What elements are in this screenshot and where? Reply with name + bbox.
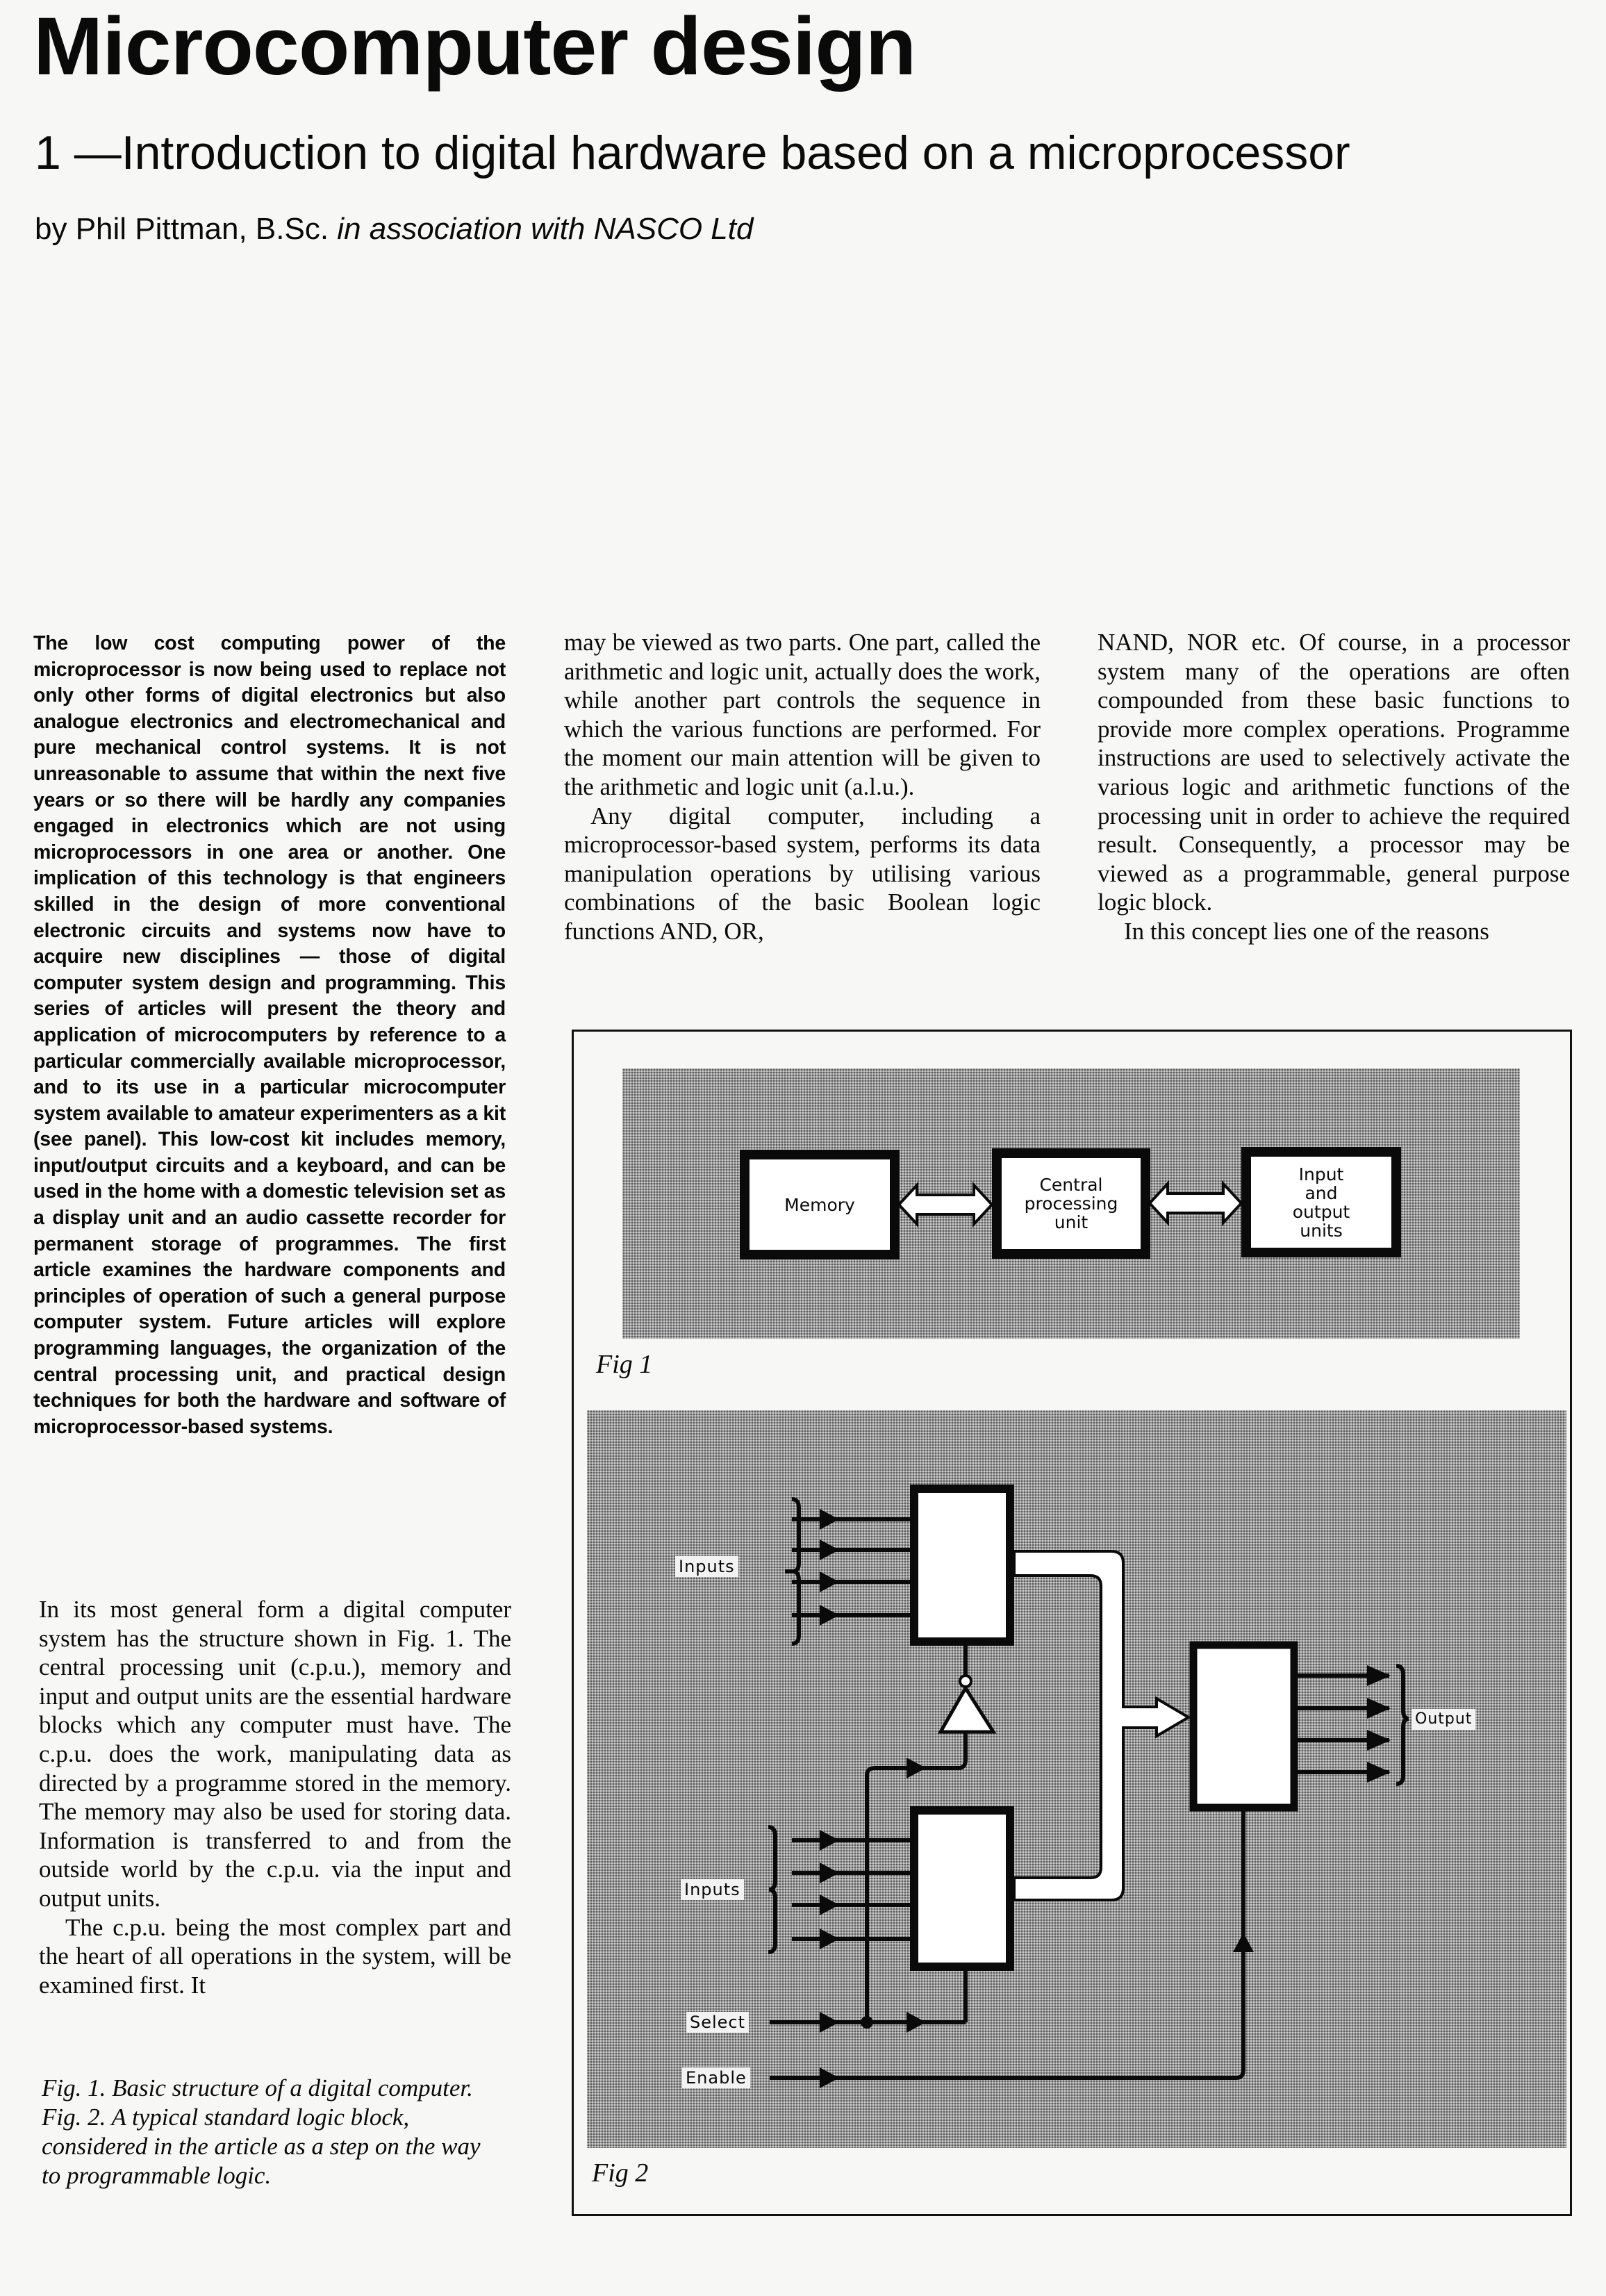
fig2-diagram (587, 1410, 1566, 2148)
article-subtitle: 1 —Introduction to digital hardware based on a microprocessor (35, 126, 1350, 179)
fig1-label: Fig 1 (596, 1350, 653, 1379)
byline (35, 210, 753, 249)
byline-author: by Phil Pittman, B.Sc. (35, 212, 329, 246)
paragraph: In its most general form a digital computer system has the structure shown in Fig. 1. The central processing unit (c.p.u.), memory and input and output units are the essential hardware blocks which any computer must have. The c.p.u. does the work, manipulating data as directed by a programme stored in the memory. The memory may also be used for storing data. Information is transferred to and from the outside world by the c.p.u. via the input and output units. (39, 1596, 511, 1912)
fig2-caption: Fig. 2. A typical standard logic block, considered in the article as a step on the way to programmable logic. (42, 2104, 481, 2189)
enable-label: Enable (682, 2067, 750, 2088)
fig2-label: Fig 2 (592, 2158, 649, 2188)
body-column-left (39, 1595, 511, 1999)
inputs-top-label: Inputs (675, 1556, 738, 1577)
paragraph: may be viewed as two parts. One part, called the arithmetic and logic unit, actually does the work, while another part controls the sequence in which the various functions are performed. For the moment our main attention will be given to the arithmetic and logic unit (a.l.u.). (564, 629, 1041, 800)
paragraph: NAND, NOR etc. Of course, in a processor system many of the operations are often compounded from these basic functions to provide more complex operations. Programme instructions are used to selectively activate the various logic and arithmetic functions of the processing unit in order to achieve the required result. Consequently, a processor may be viewed as a programmable, general purpose logic block. (1098, 629, 1570, 916)
memory-label: Memory (784, 1194, 855, 1215)
byline-association: in association with NASCO Ltd (337, 212, 754, 246)
body-column-middle (564, 628, 1041, 946)
select-label: Select (686, 2012, 749, 2033)
fig1-caption: Fig. 1. Basic structure of a digital computer. (42, 2074, 473, 2101)
paragraph: In this concept lies one of the reasons (1124, 917, 1489, 945)
article-title: Microcomputer design (33, 1, 916, 92)
intro-standfirst: The low cost computing power of the microprocessor is now being used to replace not only other forms of digital electronics but also analogue electronics and electromechanical and pure mechanical control systems. It is not unreasonable to assume that within the next five years or so there will be hardly any companies engaged in electronics which are not using microprocessors in one area or another. One implication of this technology is that engineers skilled in the design of more conventional electronic circuits and systems now have to acquire new disciplines — those of digital computer system design and programming. This series of articles will present the theory and application of microcomputers by reference to a particular commercially available microprocessor, and to its use in a particular microcomputer system available to amateur experimenters as a kit (see panel). This low-cost kit includes memory, input/output circuits and a keyboard, and can be used in the home with a domestic television set as a display unit and an audio cassette recorder for permanent storage of programmes. The first article examines the hardware components and principles of operation of such a general purpose computer system. Future articles will explore programming languages, the organization of the central processing unit, and practical design techniques for both the hardware and software of microprocessor-based systems. (33, 632, 506, 1438)
io-label: Input and output units (1292, 1164, 1350, 1241)
body-column-right (1098, 628, 1570, 946)
cpu-block (992, 1148, 1150, 1259)
output-label: Output (1412, 1709, 1475, 1730)
paragraph: The c.p.u. being the most complex part and the heart of all operations in the system, will be examined first. It (39, 1913, 511, 1999)
inputs-bottom-label: Inputs (681, 1879, 744, 1900)
paragraph: Any digital computer, including a microprocessor-based system, performs its data manipulation operations by utilising various combinations of the basic Boolean logic functions AND, OR, (564, 802, 1041, 945)
io-block (1241, 1147, 1401, 1257)
cpu-label: Central processing unit (1024, 1175, 1118, 1232)
figure-captions (42, 2074, 486, 2190)
memory-block (740, 1150, 900, 1260)
